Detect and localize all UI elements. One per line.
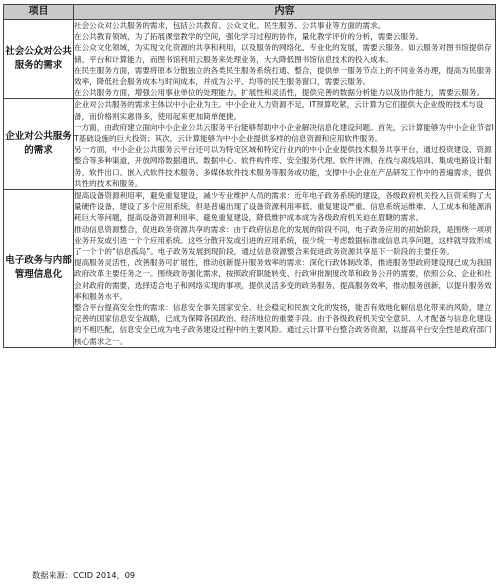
table-row xyxy=(4,20,496,99)
row-content xyxy=(74,99,496,190)
header-content: 内容 xyxy=(74,5,496,20)
paragraph: 一方面，由政府建立面向中小企业公共云服务平台能够帮助中小企业解决信息化建设问题。首先，云计算能够为中小企业节省IT基础设施的巨大投资；其次，云计算能够为中小企业提供多样的信息资源和应用软件服务。 xyxy=(74,122,494,144)
table-row xyxy=(4,190,496,348)
paragraph: 企业对公共服务的需求主体以中小企业为主。中小企业人力资源不足，IT预算吃紧，云计算为它们提供大企业级的技术与设备，而价格则实惠得多，使用起来更加简单便捷。 xyxy=(74,100,484,121)
row-content xyxy=(74,190,496,348)
table-header-row xyxy=(4,5,496,20)
header-item: 项目 xyxy=(4,5,74,20)
row-category: 社会公众对公共服务的需求 xyxy=(4,20,74,99)
paragraph: 提高服务灵活性，改善服务可扩展性，推动创新提升服务效率的需求：深化行政体制改革，推进服务型政府建设现已成为我国政府改革主要任务之一。围绕政务强化需求，按照政府职能转变、行政审批制度改革和政务公开的需要，依照公众、企业和社会对政府的需要，选择适合电子和网络实现的事项，提供灵活多变的政务服务，提高服务效率，推动服务创新，以提升服务效率和服务水平。 xyxy=(74,258,492,301)
paragraph: 另一方面，中小企业公共服务云平台还可以为特定区域和特定行业内的中小企业提供技术服务共享平台，通过投资建设、资源整合等多种渠道，开放网络数据通讯、数据中心、软件构件库、安全服务代理、软件评测、在线与离线培训、集成电路设计服务、软件出口、嵌入式软件技术服务、多媒体软件技术服务等服务或功能，支撑中小企业在产品研发工作中的普遍需求，提供共性的技术和服务。 xyxy=(74,145,492,188)
paragraph: 提高设备资源利用率，避免重复建设，减少专业维护人员的需求：近年电子政务系统的建设，各级政府机关投入巨资采购了大量硬件设备，建设了多个应用系统，但是普遍出现了设备资源利用率低、重复建设严重、信息系统运维难、人工成本和能源消耗巨大等问题，提高设备资源利用率、避免重复建设，降低维护成本成为各级政府机关迫在眉睫的需求。 xyxy=(74,191,492,223)
paragraph: 在公众文化领域，为实现文化资源的共享和利用，以及服务的网络化、专业化的发展，需要云服务。如云服务对图书馆提供存储、平台和计算能力，而图书馆利用云服务来处理业务，大大降低图书馆信息技术的投入成本。 xyxy=(74,43,492,64)
row-category: 企业对公共服务的需求 xyxy=(4,99,74,190)
requirements-table xyxy=(3,4,496,348)
row-content xyxy=(74,20,496,99)
paragraph: 在公共教育领域，为了拓展课堂教学的空间，强化学习过程的协作，量化教学评价的分析，需要云服务。 xyxy=(74,32,424,42)
paragraph: 社会公众对公共服务的需求，包括公共教育、公众文化、民生服务、公共事业等方面的需求。 xyxy=(74,21,386,30)
paragraph: 推动信息资源整合，促进政务资源共享的需求：由于政府信息化的发展的阶段不同，电子政务应用的初始阶段，是围绕一项项业务开发或引进一个个应用系统。这些分散开发或引进的应用系统，很少统一考虑数据标准或信息共享问题，这样就导致形成了一个个的“信息孤岛”。电子政务发展到现阶段，通过信息资源整合来促进政务资源共享是下一阶段的主要任务。 xyxy=(74,224,492,257)
paragraph: 在民生服务方面，需要将原本分散独立的各类民生服务系统打通、整合，提供单一服务节点上的不同业务办理，提高为民服务效率，降低社会服务成本与时间成本，并成为公平、均等的民生服务窗口，需要云服务。 xyxy=(74,65,492,87)
data-source-note: 数据来源：CCID 2014，09 xyxy=(32,570,136,580)
table-row xyxy=(4,99,496,190)
paragraph: 整合平台提高安全性的需求：信息安全事关国家安全、社会稳定和民族文化的发扬，能否有效地化解信息化带来的风险，建立完善的国家信息安全战略，已成为保障各国政治、经济地位的重要手段。由于各级政府机关安全意识、人才配备与信息化建设的不相匹配，信息安全已成为电子政务建设过程中的主要风险。通过云计算平台整合政务资源，以提高平台安全性是政府部门核心需求之一。 xyxy=(74,303,492,346)
row-category: 电子政务与内部管理信息化 xyxy=(4,190,74,348)
paragraph: 在公共服务方面，增强公用事业单位的处理能力、扩展性和灵活性，提供完善的数据分析能力以及协作能力，需要云服务。 xyxy=(74,88,485,98)
